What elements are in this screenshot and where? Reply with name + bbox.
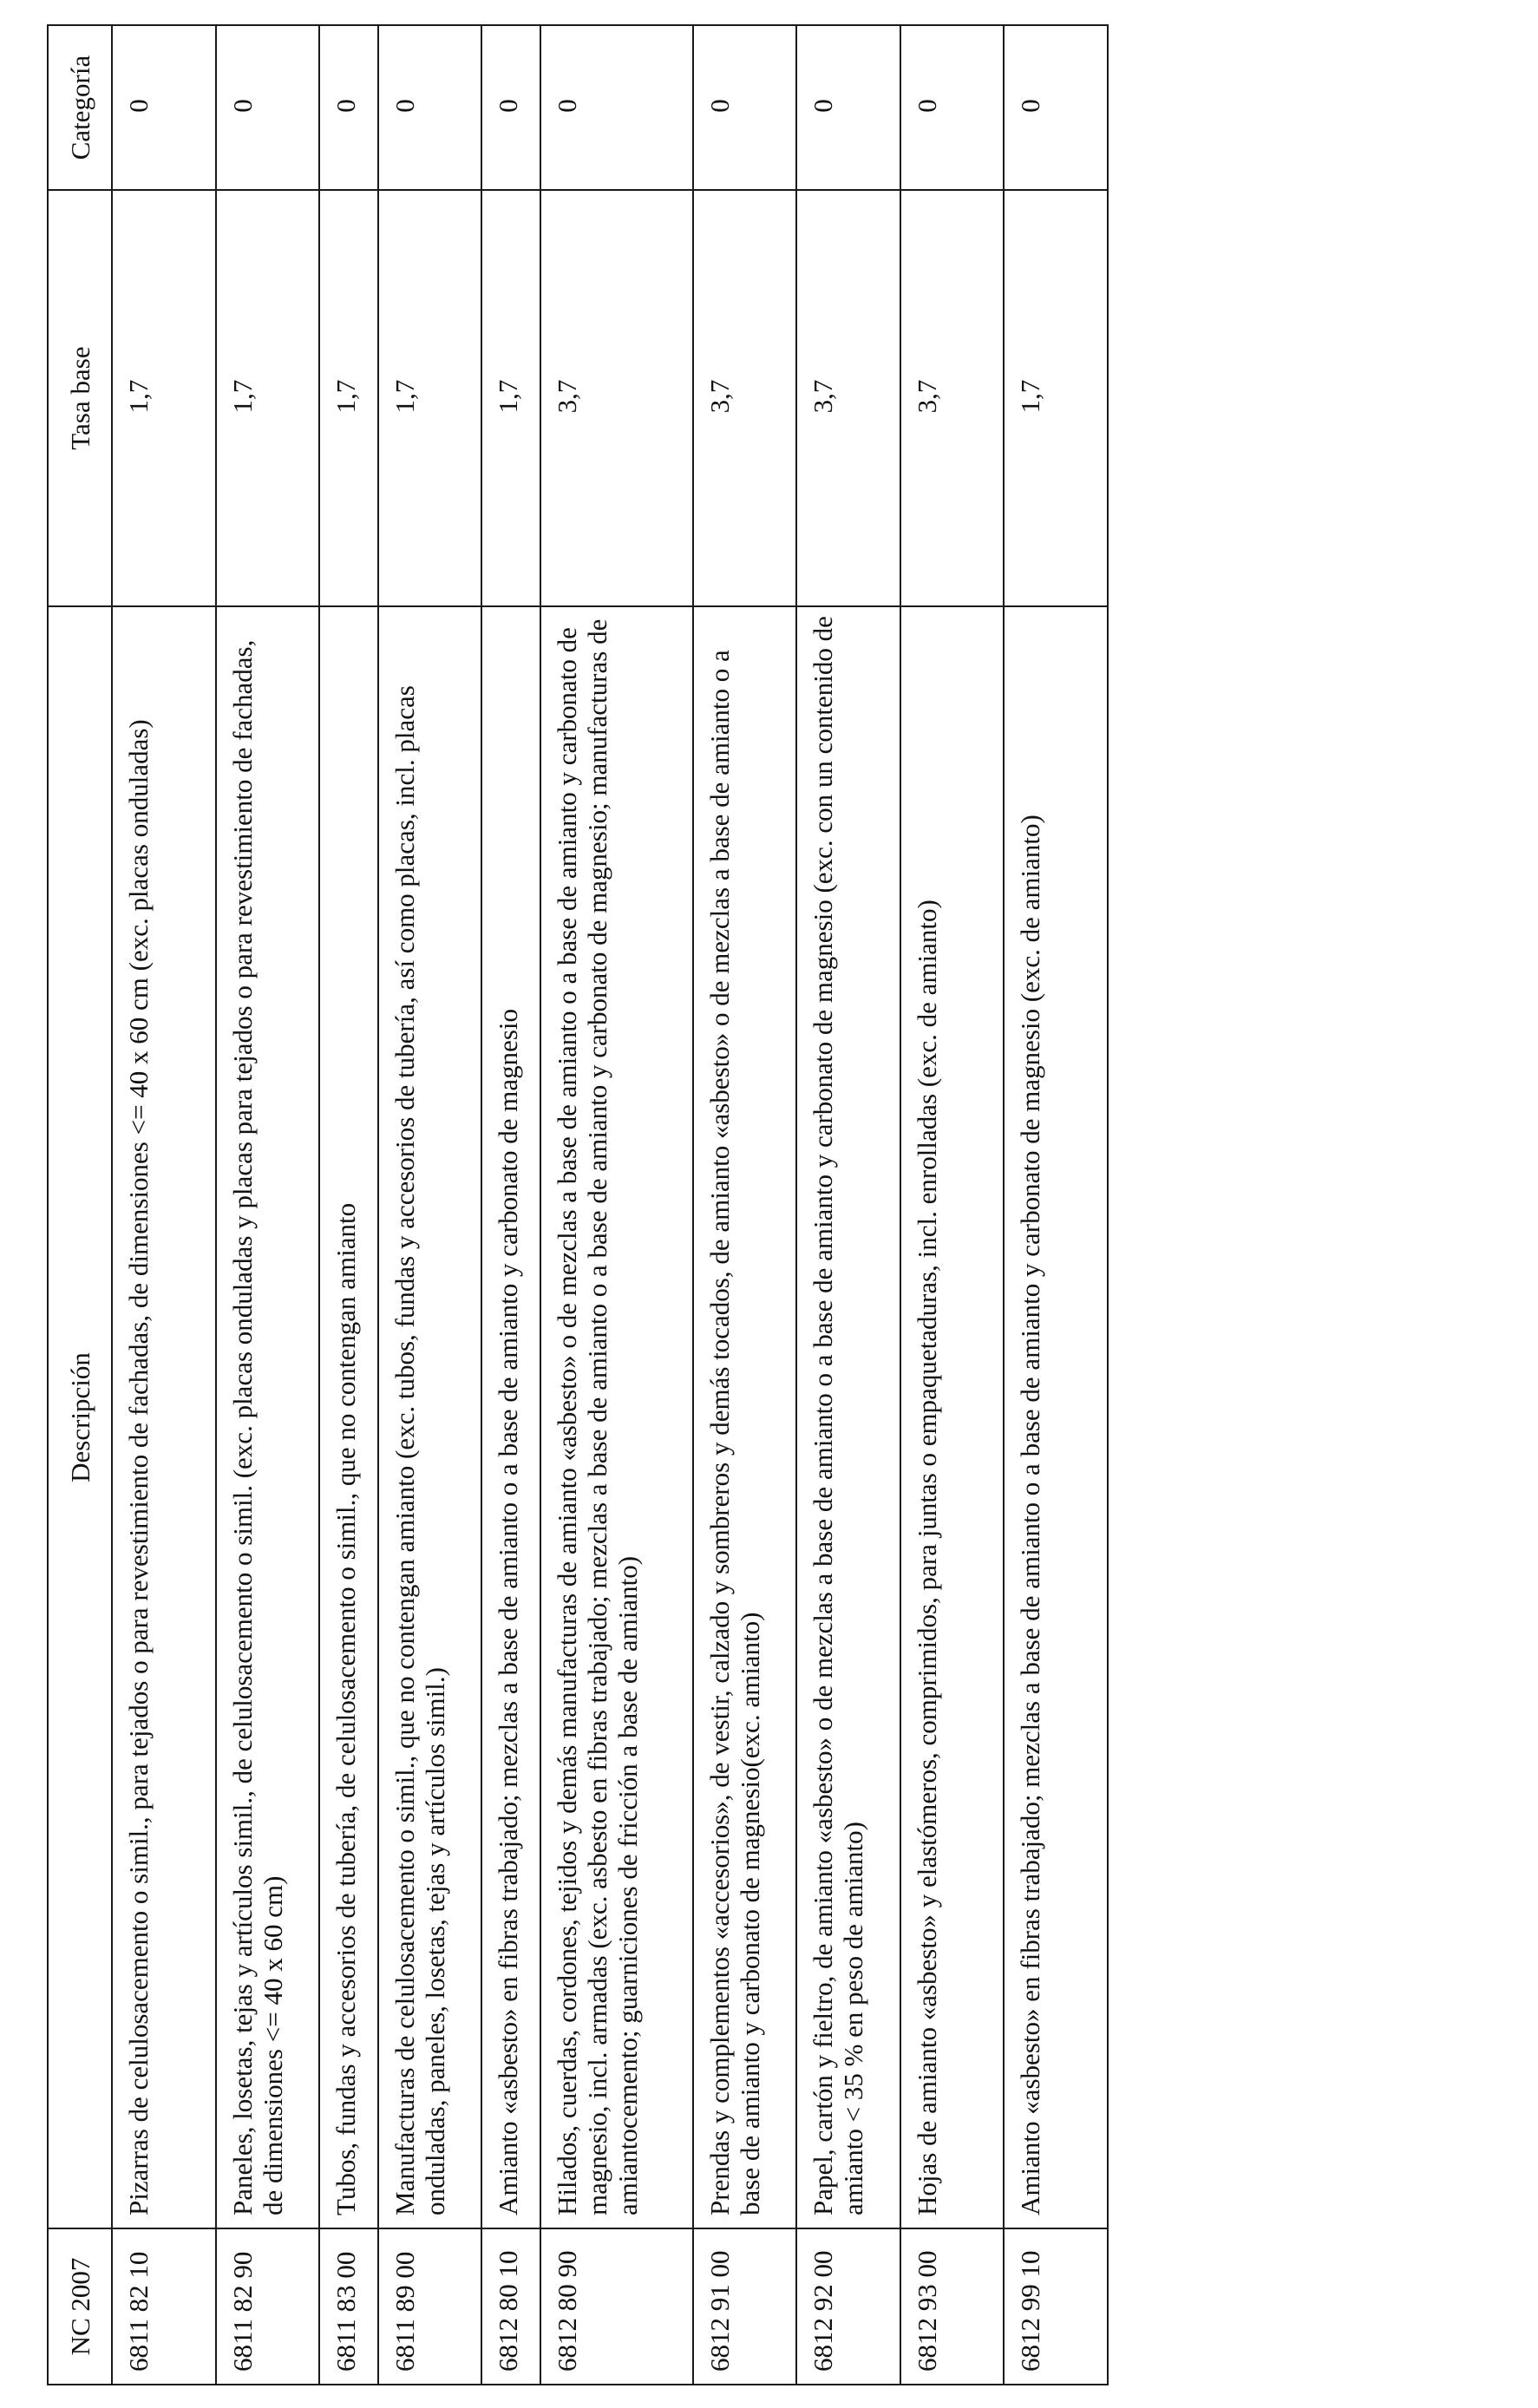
cell-code: 6811 82 10 [112,2228,216,2385]
cell-code: 6811 83 00 [319,2228,377,2385]
cell-description: Hojas de amianto «asbesto» y elastómeros, comprimidos, para juntas o empaquetaduras, incl. enrolladas (exc. de amianto) [900,606,1005,2228]
cell-description: Amianto «asbesto» en fibras trabajado; mezclas a base de amianto o a base de amianto y carbonato de magnesio [481,606,540,2228]
table-row [378,25,482,2385]
cell-description: Hilados, cuerdas, cordones, tejidos y demás manufacturas de amianto «asbesto» o de mezclas a base de amianto o a base de amianto y carbonato de magnesio, incl. armadas (exc. asbesto en fibras trabajado; mezclas a base de amianto o a base de amianto y carbonato de magnesio; manufacturas de amiantocemento; guarniciones de fricción a base de amianto) [540,606,693,2228]
cell-category: 0 [378,25,482,190]
header-description: Descripción [48,606,112,2228]
table-row [1004,25,1108,2385]
cell-category: 0 [693,25,797,190]
cell-description: Pizarras de celulosacemento o simil., para tejados o para revestimiento de fachadas, de dimensiones <= 40 x 60 cm (exc. placas onduladas) [112,606,216,2228]
table-row [112,25,216,2385]
cell-category: 0 [216,25,320,190]
cell-code: 6812 80 10 [481,2228,540,2385]
cell-code: 6812 92 00 [796,2228,900,2385]
cell-code: 6812 91 00 [693,2228,797,2385]
cell-category: 0 [319,25,377,190]
header-code: NC 2007 [48,2228,112,2385]
header-rate: Tasa base [48,190,112,606]
table-row [796,25,900,2385]
table-header [48,25,112,2385]
table-row [540,25,693,2385]
cell-rate: 3,7 [900,190,1005,606]
cell-description: Prendas y complementos «accesorios», de vestir, calzado y sombreros y demás tocados, de amianto «asbesto» o de mezclas a base de amianto o a base de amianto y carbonato de magnesio(exc. amianto) [693,606,797,2228]
cell-rate: 1,7 [1004,190,1108,606]
table-row [481,25,540,2385]
cell-rate: 1,7 [378,190,482,606]
cell-description: Amianto «asbesto» en fibras trabajado; mezclas a base de amianto o a base de amianto y carbonato de magnesio (exc. de amianto) [1004,606,1108,2228]
header-category: Categoría [48,25,112,190]
cell-rate: 1,7 [481,190,540,606]
cell-rate: 1,7 [216,190,320,606]
cell-code: 6811 89 00 [378,2228,482,2385]
cell-code: 6812 80 90 [540,2228,693,2385]
cell-description: Papel, cartón y fieltro, de amianto «asbesto» o de mezclas a base de amianto o a base de amianto y carbonato de magnesio (exc. con un contenido de amianto < 35 % en peso de amianto) [796,606,900,2228]
tariff-table [47,24,1109,2385]
cell-code: 6812 93 00 [900,2228,1005,2385]
cell-description: Tubos, fundas y accesorios de tubería, de celulosacemento o simil., que no contengan amianto [319,606,377,2228]
table-row [319,25,377,2385]
cell-rate: 3,7 [540,190,693,606]
cell-code: 6811 82 90 [216,2228,320,2385]
cell-category: 0 [900,25,1005,190]
cell-description: Paneles, losetas, tejas y artículos simil., de celulosacemento o simil. (exc. placas onduladas y placas para tejados o para revestimiento de fachadas, de dimensiones <= 40 x 60 cm) [216,606,320,2228]
cell-rate: 3,7 [693,190,797,606]
cell-category: 0 [540,25,693,190]
table-body [112,25,1108,2385]
table-row [693,25,797,2385]
cell-description: Manufacturas de celulosacemento o simil., que no contengan amianto (exc. tubos, fundas y accesorios de tubería, así como placas, incl. placas onduladas, paneles, losetas, tejas y artículos simil.) [378,606,482,2228]
cell-rate: 1,7 [319,190,377,606]
table-row [900,25,1005,2385]
cell-category: 0 [1004,25,1108,190]
cell-rate: 3,7 [796,190,900,606]
header-row [48,25,112,2385]
table-row [216,25,320,2385]
cell-rate: 1,7 [112,190,216,606]
cell-code: 6812 99 10 [1004,2228,1108,2385]
cell-category: 0 [481,25,540,190]
cell-category: 0 [796,25,900,190]
cell-category: 0 [112,25,216,190]
